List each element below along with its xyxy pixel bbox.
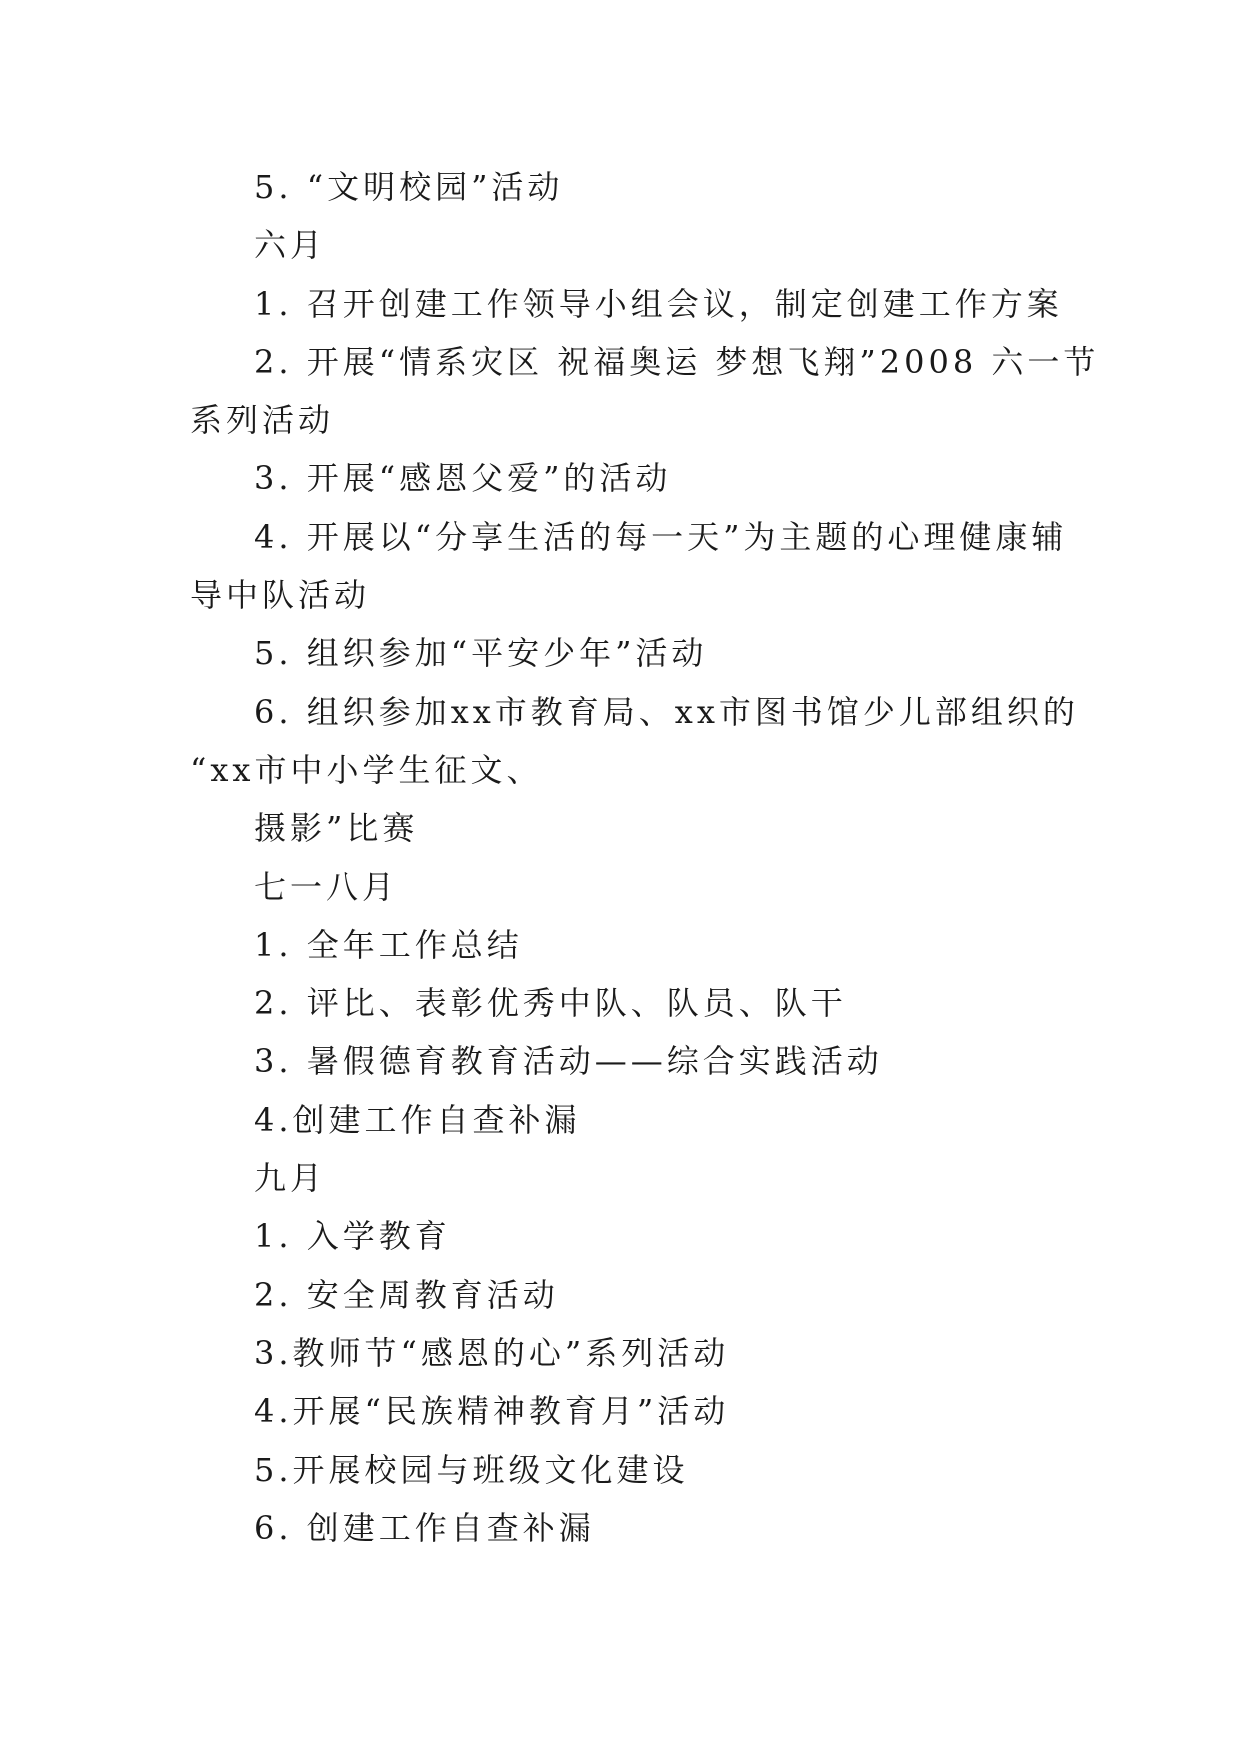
list-item: 3. 开展“感恩父爱”的活动: [254, 459, 672, 498]
list-item-continuation: “xx市中小学生征文、: [190, 750, 543, 789]
list-item: 3.教师节“感恩的心”系列活动: [254, 1333, 730, 1372]
list-item: 5. “文明校园”活动: [254, 168, 564, 206]
list-item: 2. 评比、表彰优秀中队、队员、队干: [254, 984, 847, 1023]
list-item: 5. 组织参加“平安少年”活动: [254, 634, 708, 673]
section-heading-september: 九月: [254, 1159, 327, 1198]
section-heading-june: 六月: [254, 226, 327, 265]
list-item-continuation: 导中队活动: [190, 576, 371, 615]
list-item: 3. 暑假德育教育活动——综合实践活动: [254, 1042, 883, 1081]
list-item: 1. 入学教育: [254, 1217, 451, 1256]
list-item: 5.开展校园与班级文化建设: [254, 1450, 689, 1489]
section-heading-july-august: 七一八月: [254, 867, 399, 906]
list-item: 6. 组织参加xx市教育局、xx市图书馆少儿部组织的: [254, 692, 1079, 731]
list-item: 1. 召开创建工作领导小组会议，制定创建工作方案: [254, 284, 1063, 323]
list-item: 4.创建工作自查补漏: [254, 1100, 581, 1139]
list-item: 2. 开展“情系灾区 祝福奥运 梦想飞翔”2008 六一节: [254, 342, 1100, 381]
list-item: 2. 安全周教育活动: [254, 1275, 559, 1314]
list-item: 6. 创建工作自查补漏: [254, 1508, 595, 1547]
list-item-continuation: 摄影”比赛: [254, 809, 419, 848]
document-body: [190, 158, 1100, 1557]
list-item: 1. 全年工作总结: [254, 925, 523, 964]
list-item: 4.开展“民族精神教育月”活动: [254, 1392, 730, 1431]
list-item-continuation: 系列活动: [190, 401, 335, 440]
list-item: 4. 开展以“分享生活的每一天”为主题的心理健康辅: [254, 517, 1068, 556]
